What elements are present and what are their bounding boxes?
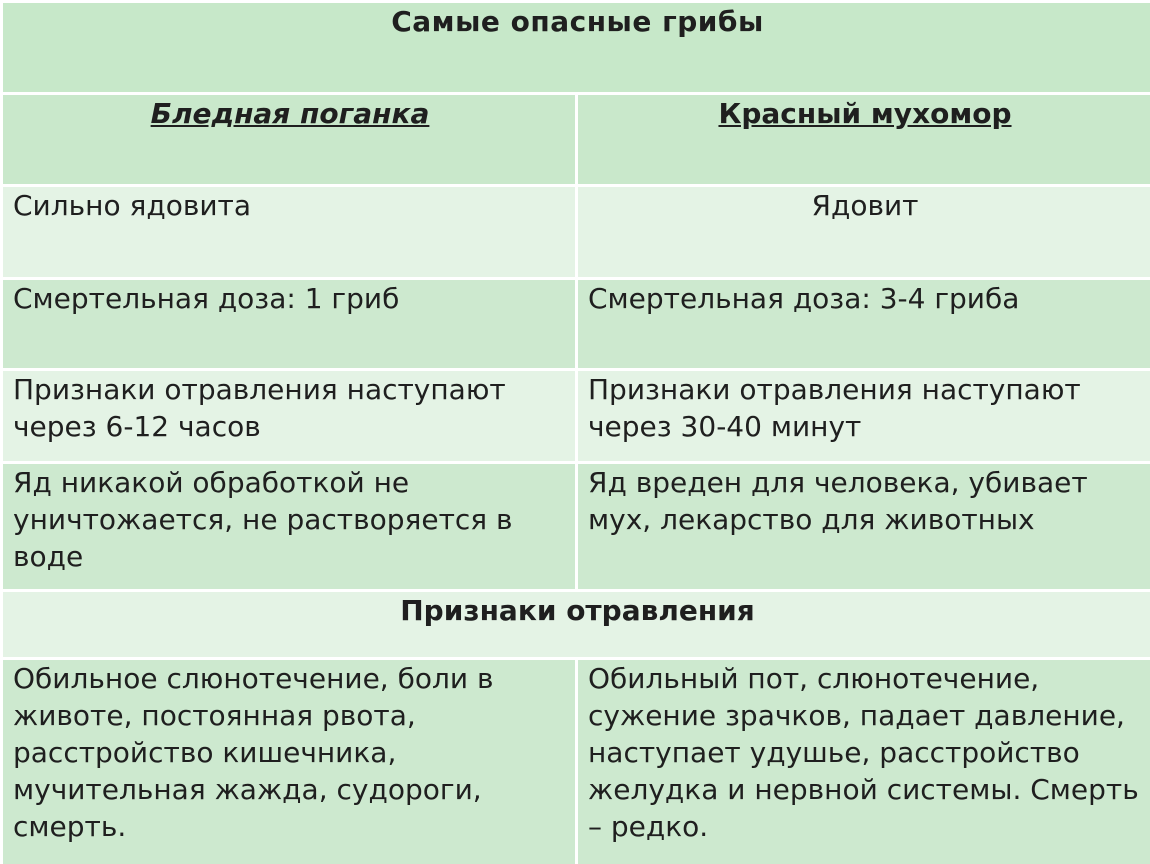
table-cell-right: Признаки отравления наступают через 30-40 минут bbox=[577, 370, 1150, 463]
symptoms-left: Обильное слюнотечение, боли в животе, постоянная рвота, расстройство кишечника, мучительная жажда, судороги, смерть. bbox=[2, 659, 577, 864]
header-fly-agaric bbox=[577, 94, 1150, 186]
symptoms-right: Обильный пот, слюнотечение, сужение зрачков, падает давление, наступает удушье, расстройство желудка и нервной системы. Смерть – редко. bbox=[577, 659, 1150, 864]
table-cell-left: Яд никакой обработкой не уничтожается, не растворяется в воде bbox=[2, 463, 577, 591]
table-cell-left: Смертельная доза: 1 гриб bbox=[2, 279, 577, 370]
table-row bbox=[2, 659, 1150, 864]
table-cell-left: Признаки отравления наступают через 6-12 часов bbox=[2, 370, 577, 463]
table-cell-right: Ядовит bbox=[577, 186, 1150, 279]
slide-title: Самые опасные грибы bbox=[2, 2, 1150, 94]
table-cell-right: Яд вреден для человека, убивает мух, лекарство для животных bbox=[577, 463, 1150, 591]
table-row bbox=[2, 186, 1150, 279]
table-row bbox=[2, 370, 1150, 463]
table-row bbox=[2, 463, 1150, 591]
table-row bbox=[2, 279, 1150, 370]
header-death-cap bbox=[2, 94, 577, 186]
title-row bbox=[2, 2, 1150, 94]
header-fly-agaric-label: Красный мухомор bbox=[718, 97, 1012, 130]
table-cell-left: Сильно ядовита bbox=[2, 186, 577, 279]
section-row bbox=[2, 591, 1150, 659]
header-row bbox=[2, 94, 1150, 186]
section-title: Признаки отравления bbox=[2, 591, 1150, 659]
table-cell-right: Смертельная доза: 3-4 гриба bbox=[577, 279, 1150, 370]
header-death-cap-label: Бледная поганка bbox=[150, 97, 430, 130]
